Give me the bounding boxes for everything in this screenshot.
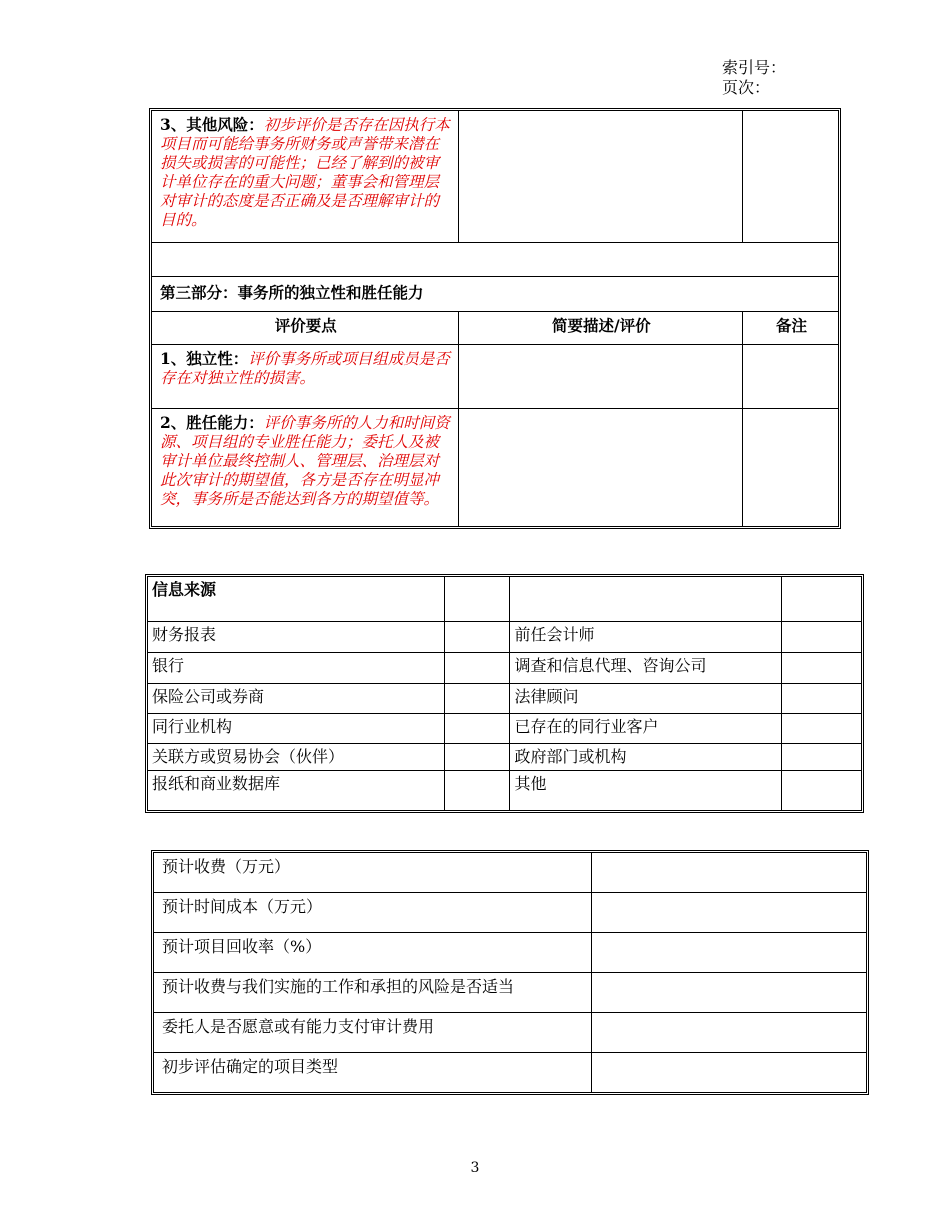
info-source-left-check[interactable] [444,771,510,811]
fee-row [154,973,867,1013]
fee-label: 初步评估确定的项目类型 [154,1053,592,1093]
index-header [722,58,786,98]
section3-title-row [152,277,839,312]
competence-description-cell[interactable] [458,409,743,527]
independence-title: 1、独立性： [160,349,249,368]
fee-value-cell[interactable] [592,893,867,933]
competence-row [152,409,839,527]
section3-header-row [152,312,839,345]
info-source-right-label: 已存在的同行业客户 [510,714,782,744]
info-sources-header-blank [510,577,782,622]
info-source-right-check[interactable] [782,714,862,744]
info-source-row [148,714,862,744]
info-sources-table [147,576,862,811]
info-source-left-check[interactable] [444,653,510,684]
info-source-right-check[interactable] [782,622,862,653]
independence-row [152,345,839,409]
fee-row [154,853,867,893]
info-source-right-label: 前任会计师 [510,622,782,653]
competence-title: 2、胜任能力： [160,413,264,432]
info-source-left-label: 财务报表 [148,622,445,653]
info-source-left-check[interactable] [444,622,510,653]
fee-value-cell[interactable] [592,853,867,893]
column-header-description: 简要描述/评价 [458,312,743,345]
column-header-notes: 备注 [743,312,839,345]
fee-label: 预计项目回收率（%） [154,933,592,973]
info-source-left-check[interactable] [444,744,510,771]
fee-value-cell[interactable] [592,933,867,973]
info-sources-header-check-left [444,577,510,622]
info-source-left-check[interactable] [444,714,510,744]
column-header-evaluation: 评价要点 [152,312,459,345]
other-risk-title: 3、其他风险： [160,115,264,134]
fee-label: 委托人是否愿意或有能力支付审计费用 [154,1013,592,1053]
other-risk-text: 初步评价是否存在因执行本项目而可能给事务所财务或声誉带来潜在损失或损害的可能性；已经了解到的被审计单位存在的重大问题；董事会和管理层对审计的态度是否正确及是否理解审计的目的。 [160,116,450,229]
info-source-left-check[interactable] [444,684,510,714]
other-risk-description-cell[interactable] [458,111,743,243]
info-source-row [148,653,862,684]
other-risk-cell [152,111,459,243]
other-risk-row [152,111,839,243]
competence-cell [152,409,459,527]
info-source-left-label: 银行 [148,653,445,684]
info-source-right-label: 法律顾问 [510,684,782,714]
info-source-row [148,771,862,811]
info-source-right-label: 其他 [510,771,782,811]
page-label: 页次： [722,78,771,97]
independence-cell [152,345,459,409]
info-source-row [148,684,862,714]
info-source-right-check[interactable] [782,684,862,714]
info-sources-title: 信息来源 [148,577,445,622]
info-source-left-label: 同行业机构 [148,714,445,744]
spacer-row [152,243,839,277]
info-source-left-label: 关联方或贸易协会（伙伴） [148,744,445,771]
fee-row [154,933,867,973]
fee-row [154,893,867,933]
info-sources-header-row [148,577,862,622]
fee-label: 预计时间成本（万元） [154,893,592,933]
info-sources-header-check-right [782,577,862,622]
independence-text: 评价事务所或项目组成员是否存在对独立性的损害。 [160,350,450,387]
spacer-cell [152,243,839,277]
info-source-left-label: 保险公司或券商 [148,684,445,714]
fee-label: 预计收费与我们实施的工作和承担的风险是否适当 [154,973,592,1013]
page-number: 3 [470,1160,480,1176]
independence-description-cell[interactable] [458,345,743,409]
section3-title: 第三部分：事务所的独立性和胜任能力 [152,277,839,312]
info-source-right-label: 调查和信息代理、咨询公司 [510,653,782,684]
fee-row [154,1013,867,1053]
fee-estimate-table [153,852,867,1093]
competence-note-cell[interactable] [743,409,839,527]
fee-value-cell[interactable] [592,973,867,1013]
info-source-left-label: 报纸和商业数据库 [148,771,445,811]
other-risk-note-cell[interactable] [743,111,839,243]
info-source-right-check[interactable] [782,653,862,684]
fee-row [154,1053,867,1093]
fee-value-cell[interactable] [592,1053,867,1093]
info-source-right-check[interactable] [782,744,862,771]
assessment-table [151,110,839,527]
info-source-row [148,622,862,653]
index-number-label: 索引号： [722,58,787,77]
fee-label: 预计收费（万元） [154,853,592,893]
info-source-right-label: 政府部门或机构 [510,744,782,771]
fee-value-cell[interactable] [592,1013,867,1053]
info-source-row [148,744,862,771]
competence-text: 评价事务所的人力和时间资源、项目组的专业胜任能力；委托人及被审计单位最终控制人、管理层、治理层对此次审计的期望值，各方是否存在明显冲突，事务所是否能达到各方的期望值等。 [160,414,450,508]
independence-note-cell[interactable] [743,345,839,409]
info-source-right-check[interactable] [782,771,862,811]
